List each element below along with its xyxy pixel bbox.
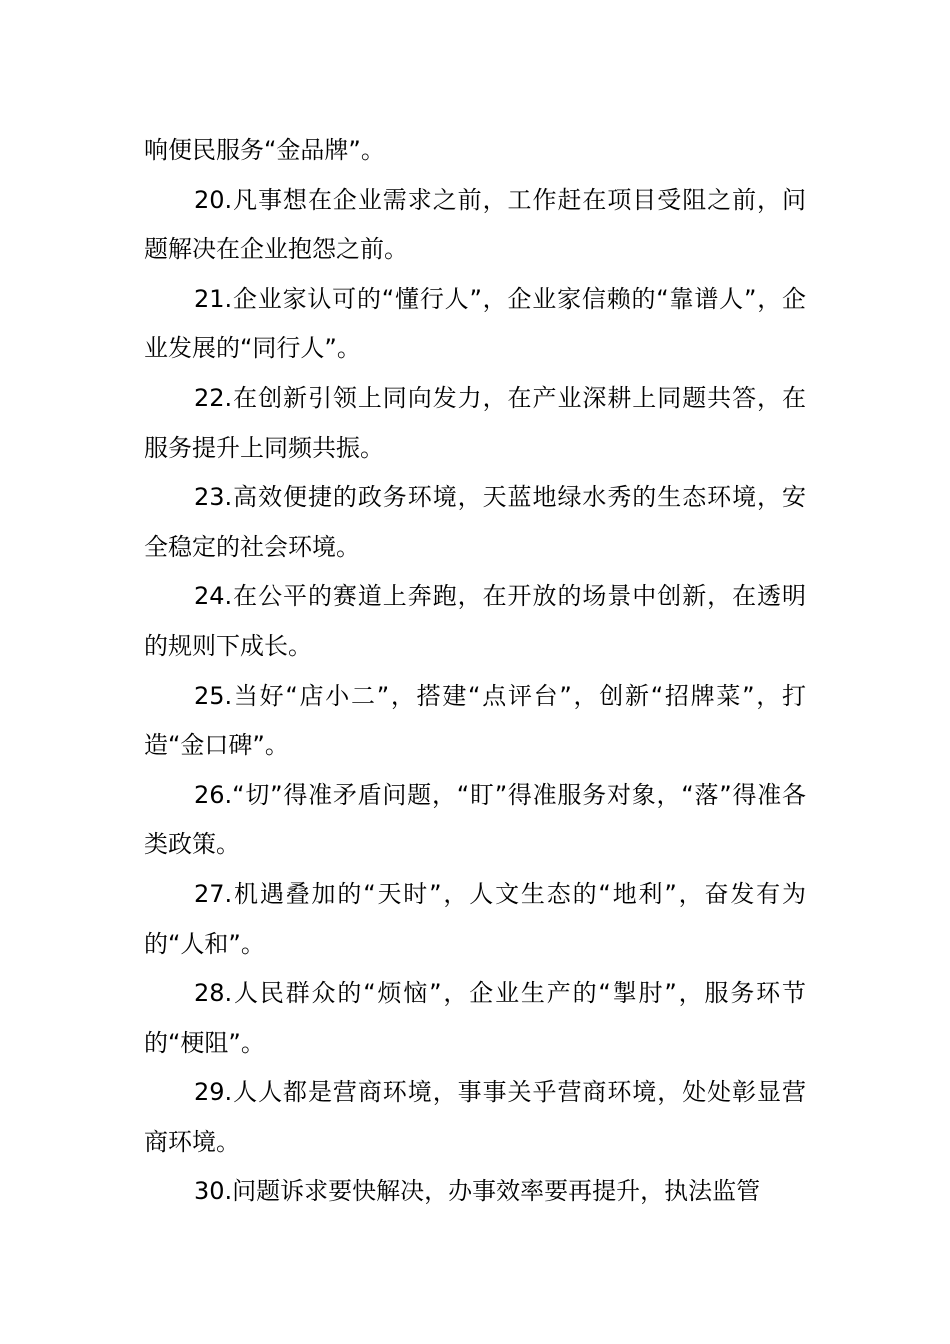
paragraph-item-25: 25.当好“店小二”，搭建“点评台”，创新“招牌菜”，打造“金口碑”。 [144,681,806,760]
paragraph-continuation: 响便民服务“金品牌”。 [144,136,385,164]
paragraph-item-28: 28.人民群众的“烦恼”，企业生产的“掣肘”，服务环节的“梗阻”。 [144,979,806,1057]
paragraph-item-22: 22.在创新引领上同向发力，在产业深耕上同题共答，在服务提升上同频共振。 [144,383,806,462]
paragraph-item-20: 20.凡事想在企业需求之前，工作赶在项目受阻之前，问题解决在企业抱怨之前。 [144,185,806,264]
document-body [144,126,806,1217]
paragraph-item-27: 27.机遇叠加的“天时”，人文生态的“地利”，奋发有为的“人和”。 [144,879,806,958]
paragraph-item-21: 21.企业家认可的“懂行人”，企业家信赖的“靠谱人”，企业发展的“同行人”。 [144,284,806,363]
paragraph-item-23: 23.高效便捷的政务环境，天蓝地绿水秀的生态环境，安全稳定的社会环境。 [144,483,806,561]
paragraph-item-30: 30.问题诉求要快解决，办事效率要再提升，执法监管 [194,1177,761,1206]
paragraph-item-26: 26.“切”得准矛盾问题，“盯”得准服务对象，“落”得准各类政策。 [144,780,806,859]
paragraph-item-24: 24.在公平的赛道上奔跑，在开放的场景中创新，在透明的规则下成长。 [144,582,806,660]
paragraph-item-29: 29.人人都是营商环境，事事关乎营商环境，处处彰显营商环境。 [144,1078,806,1156]
